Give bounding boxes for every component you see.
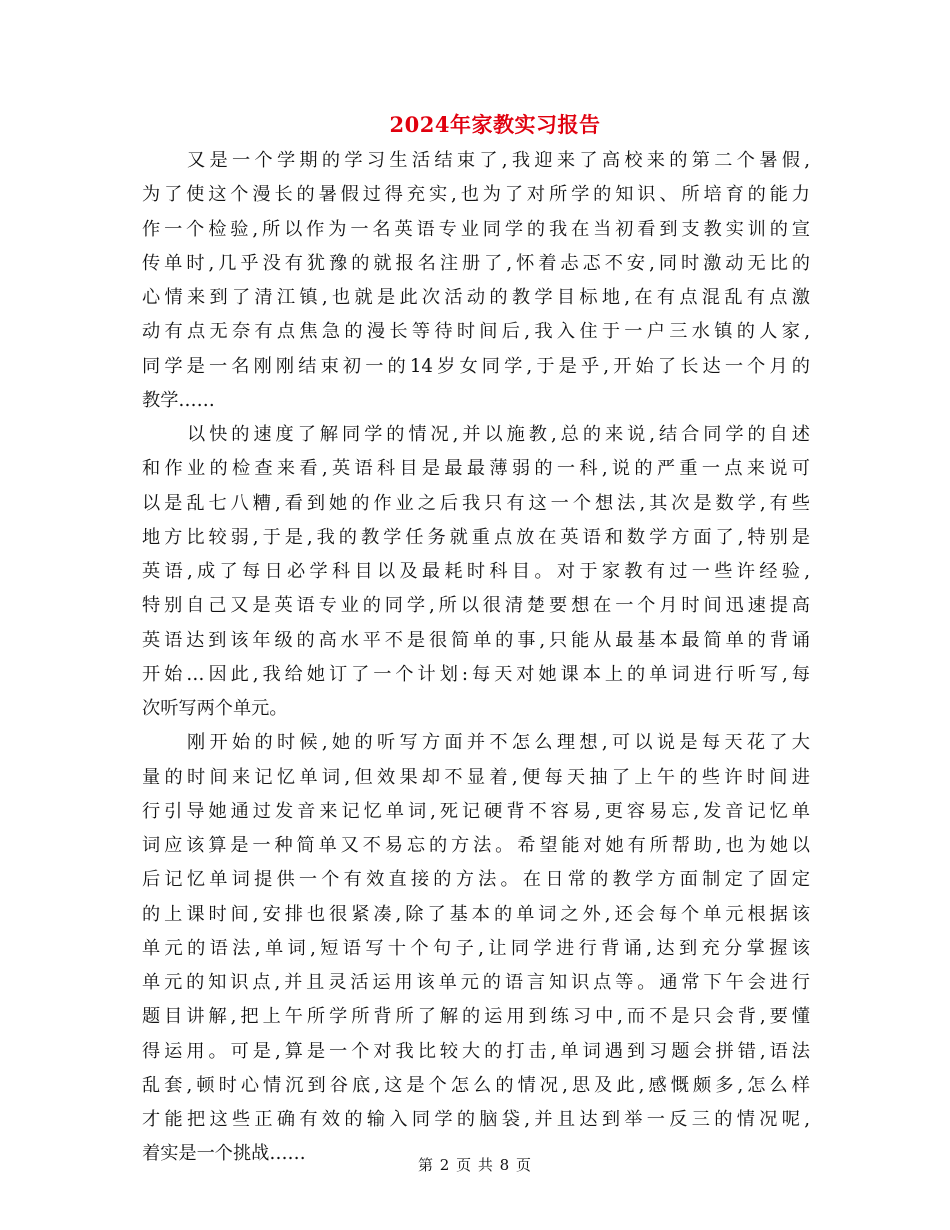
text-line: 又是一个学期的学习生活结束了,我迎来了高校来的第二个暑假, — [187, 150, 810, 171]
text-line: 传单时,几乎没有犹豫的就报名注册了,怀着忐忑不安,同时激动无比的 — [142, 252, 810, 274]
text-line: 同学是一名刚刚结束初一的14岁女同学,于是乎,开始了长达一个月的 — [142, 355, 810, 377]
text-line: 为了使这个漫长的暑假过得充实,也为了对所学的知识、所培育的能力 — [142, 184, 810, 206]
text-line: 得运用。可是,算是一个对我比较大的打击,单词遇到习题会拼错,语法 — [142, 1040, 810, 1062]
text-line: 的上课时间,安排也很紧凑,除了基本的单词之外,还会每个单元根据该 — [142, 903, 810, 925]
text-line: 后记忆单词提供一个有效直接的方法。在日常的教学方面制定了固定 — [142, 869, 810, 891]
text-line: 单元的语法,单词,短语写十个句子,让同学进行背诵,达到充分掌握该 — [142, 937, 810, 959]
text-line: 开始…因此,我给她订了一个计划:每天对她课本上的单词进行听写,每 — [142, 663, 810, 685]
text-line: 词应该算是一种简单又不易忘的方法。希望能对她有所帮助,也为她以 — [142, 835, 810, 856]
text-line: 刚开始的时候,她的听写方面并不怎么理想,可以说是每天花了大 — [187, 732, 810, 754]
text-line: 英语,成了每日必学科目以及最耗时科目。对于家教有过一些许经验, — [142, 561, 810, 582]
text-line: 教学…… — [142, 389, 215, 411]
paragraph-2 — [142, 418, 810, 726]
text-line: 才能把这些正确有效的输入同学的脑袋,并且达到举一反三的情况呢, — [142, 1109, 810, 1130]
page-footer: 第 2 页 共 8 页 — [418, 1156, 532, 1174]
text-line: 作一个检验,所以作为一名英语专业同学的我在当初看到支教实训的宣 — [142, 218, 810, 240]
text-line: 以快的速度了解同学的情况,并以施教,总的来说,结合同学的自述 — [187, 424, 810, 445]
text-line: 和作业的检查来看,英语科目是最最薄弱的一科,说的严重一点来说可 — [142, 458, 810, 480]
text-line: 题目讲解,把上午所学所背所了解的运用到练习中,而不是只会背,要懂 — [142, 1006, 810, 1028]
paragraph-3 — [142, 726, 810, 1171]
text-line: 地方比较弱,于是,我的教学任务就重点放在英语和数学方面了,特别是 — [142, 526, 810, 548]
text-line: 以是乱七八糟,看到她的作业之后我只有这一个想法,其次是数学,有些 — [142, 492, 810, 514]
text-line: 着实是一个挑战…… — [142, 1143, 306, 1165]
paragraph-1 — [142, 144, 810, 418]
text-line: 单元的知识点,并且灵活运用该单元的语言知识点等。通常下午会进行 — [142, 972, 810, 993]
text-line: 动有点无奈有点焦急的漫长等待时间后,我入住于一户三水镇的人家, — [142, 321, 810, 343]
document-title: 2024年家教实习报告 — [389, 112, 601, 137]
text-line: 乱套,顿时心情沉到谷底,这是个怎么的情况,思及此,感慨颇多,怎么样 — [142, 1074, 810, 1096]
text-line: 行引导她通过发音来记忆单词,死记硬背不容易,更容易忘,发音记忆单 — [142, 800, 810, 822]
document-body — [142, 144, 810, 1172]
text-line: 量的时间来记忆单词,但效果却不显着,便每天抽了上午的些许时间进 — [142, 766, 810, 788]
text-line: 心情来到了清江镇,也就是此次活动的教学目标地,在有点混乱有点激 — [142, 287, 810, 308]
text-line: 次听写两个单元。 — [142, 698, 288, 719]
text-line: 英语达到该年级的高水平不是很简单的事,只能从最基本最简单的背诵 — [142, 629, 810, 651]
text-line: 特别自己又是英语专业的同学,所以很清楚要想在一个月时间迅速提高 — [142, 595, 810, 617]
